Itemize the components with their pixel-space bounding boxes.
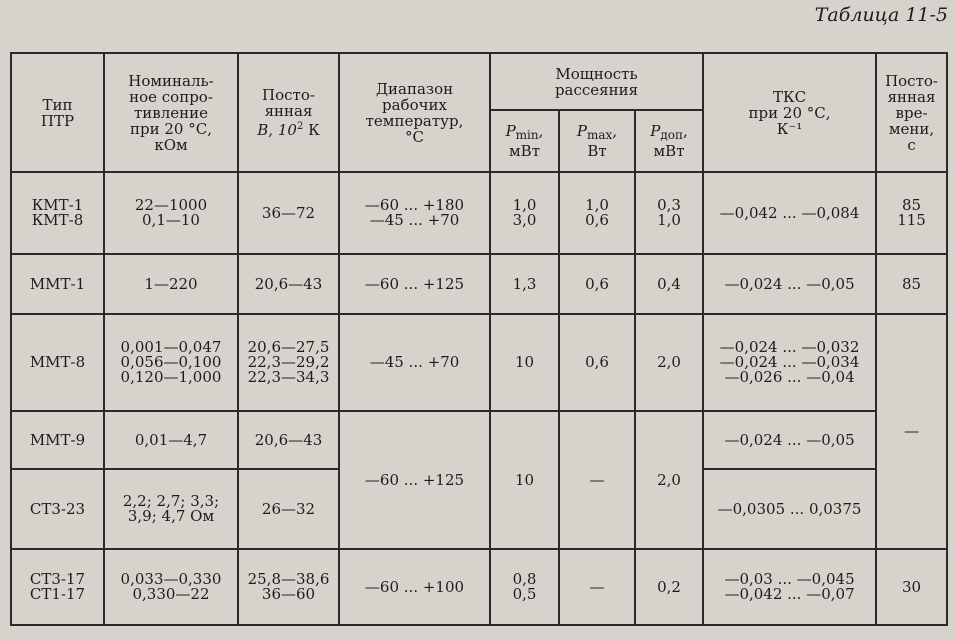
cell-pmax: — bbox=[559, 549, 635, 625]
cell-temp: —45 ... +70 bbox=[339, 314, 490, 411]
cell-b: 25,8—38,6 36—60 bbox=[238, 549, 339, 625]
header-constant-b: Посто- янная B, $10^2$ К bbox=[238, 53, 339, 172]
cell-nominal: 2,2; 2,7; 3,3; 3,9; 4,7 Ом bbox=[104, 469, 238, 549]
cell-nominal: 22—1000 0,1—10 bbox=[104, 172, 238, 254]
cell-nominal: 0,033—0,330 0,330—22 bbox=[104, 549, 238, 625]
cell-b: 36—72 bbox=[238, 172, 339, 254]
table-row bbox=[11, 314, 947, 411]
cell-pmax: — bbox=[559, 411, 635, 549]
cell-pdop: 2,0 bbox=[635, 411, 703, 549]
cell-tks: —0,024 ... —0,05 bbox=[703, 411, 876, 469]
cell-b: 20,6—43 bbox=[238, 411, 339, 469]
cell-pmin: 10 bbox=[490, 314, 559, 411]
header-pdop: $P_{доп}$, мВт bbox=[635, 110, 703, 172]
cell-pmin: 0,8 0,5 bbox=[490, 549, 559, 625]
cell-type: ММТ-9 bbox=[11, 411, 104, 469]
cell-tks: —0,024 ... —0,05 bbox=[703, 254, 876, 314]
cell-temp: —60 ... +125 bbox=[339, 411, 490, 549]
cell-time: 85 bbox=[876, 254, 947, 314]
cell-type: СТ3-17 СТ1-17 bbox=[11, 549, 104, 625]
cell-pmax: 0,6 bbox=[559, 314, 635, 411]
cell-b: 26—32 bbox=[238, 469, 339, 549]
table-row bbox=[11, 549, 947, 625]
cell-pdop: 0,2 bbox=[635, 549, 703, 625]
cell-pmin: 1,0 3,0 bbox=[490, 172, 559, 254]
cell-tks: —0,042 ... —0,084 bbox=[703, 172, 876, 254]
table-caption: Таблица 11-5 bbox=[814, 4, 948, 26]
cell-b: 20,6—27,5 22,3—29,2 22,3—34,3 bbox=[238, 314, 339, 411]
cell-type: ММТ-1 bbox=[11, 254, 104, 314]
cell-nominal: 0,001—0,047 0,056—0,100 0,120—1,000 bbox=[104, 314, 238, 411]
header-time-constant: Посто- янная вре- мени, с bbox=[876, 53, 947, 172]
cell-type: СТ3-23 bbox=[11, 469, 104, 549]
cell-nominal: 1—220 bbox=[104, 254, 238, 314]
cell-time: — bbox=[876, 314, 947, 549]
cell-type: КМТ-1 КМТ-8 bbox=[11, 172, 104, 254]
cell-pmin: 1,3 bbox=[490, 254, 559, 314]
table-row bbox=[11, 411, 947, 469]
table-row bbox=[11, 172, 947, 254]
table-row bbox=[11, 254, 947, 314]
cell-tks: —0,0305 ... 0,0375 bbox=[703, 469, 876, 549]
header-pmin: $P_{min}$, мВт bbox=[490, 110, 559, 172]
cell-time: 30 bbox=[876, 549, 947, 625]
header-dissipation-power: Мощность рассеяния bbox=[490, 53, 703, 110]
thermistor-table bbox=[10, 52, 948, 626]
cell-pdop: 0,3 1,0 bbox=[635, 172, 703, 254]
cell-pdop: 0,4 bbox=[635, 254, 703, 314]
cell-pmax: 1,0 0,6 bbox=[559, 172, 635, 254]
cell-tks: —0,024 ... —0,032 —0,024 ... —0,034 —0,026 ... —0,04 bbox=[703, 314, 876, 411]
cell-nominal: 0,01—4,7 bbox=[104, 411, 238, 469]
header-temperature-range: Диапазон рабочих температур, °С bbox=[339, 53, 490, 172]
cell-tks: —0,03 ... —0,045 —0,042 ... —0,07 bbox=[703, 549, 876, 625]
cell-b: 20,6—43 bbox=[238, 254, 339, 314]
header-tks: ТКС при 20 °С, К⁻¹ bbox=[703, 53, 876, 172]
cell-temp: —60 ... +180 —45 ... +70 bbox=[339, 172, 490, 254]
cell-temp: —60 ... +100 bbox=[339, 549, 490, 625]
header-pmax: $P_{max}$, Вт bbox=[559, 110, 635, 172]
cell-time: 85 115 bbox=[876, 172, 947, 254]
cell-pmin: 10 bbox=[490, 411, 559, 549]
cell-pdop: 2,0 bbox=[635, 314, 703, 411]
cell-temp: —60 ... +125 bbox=[339, 254, 490, 314]
cell-pmax: 0,6 bbox=[559, 254, 635, 314]
cell-type: ММТ-8 bbox=[11, 314, 104, 411]
header-type: Тип ПТР bbox=[11, 53, 104, 172]
header-nominal-resistance: Номиналь- ное сопро- тивление при 20 °С, кОм bbox=[104, 53, 238, 172]
